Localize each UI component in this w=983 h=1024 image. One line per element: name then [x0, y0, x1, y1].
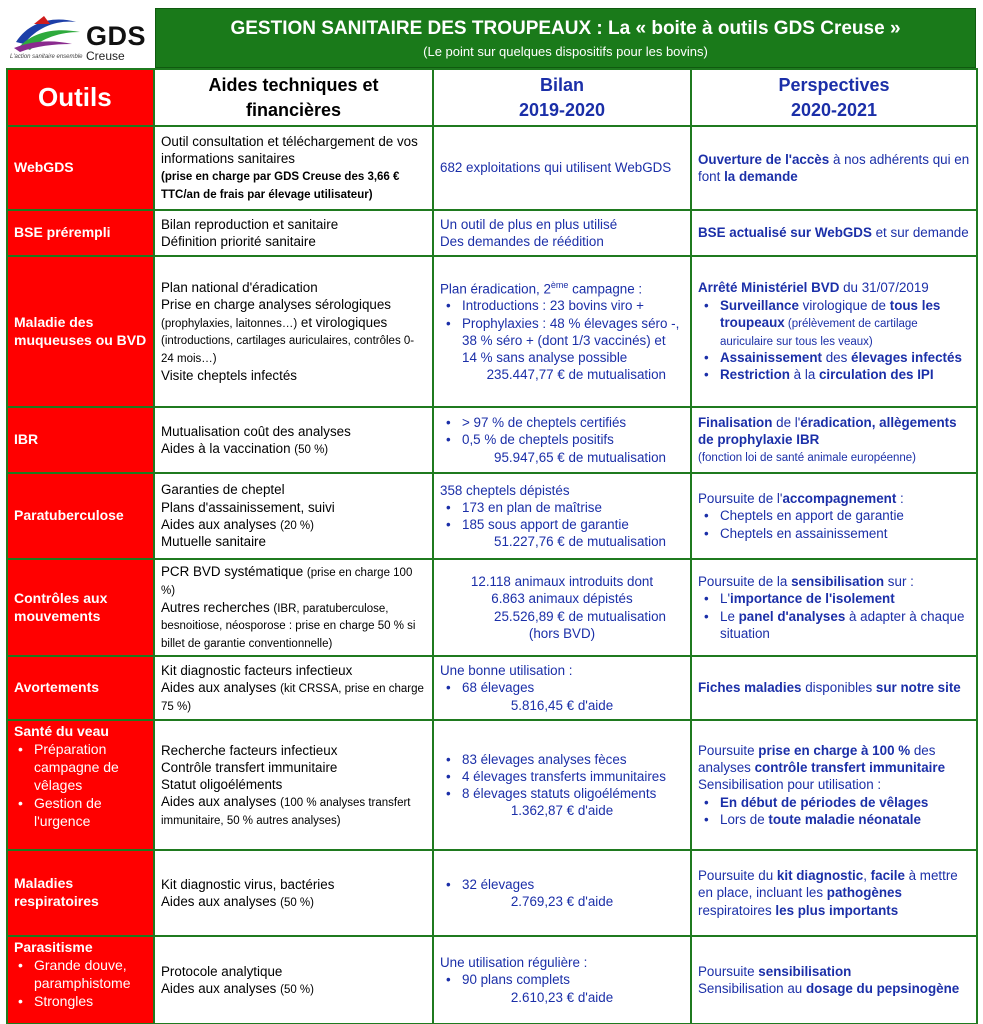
- aides-cell: PCR BVD systématique (prise en charge 100 %) Autres recherches (IBR, paratuberculose, besnoitiose, néosporose : prise en charge 50 % si billet de garantie conventionnelle): [154, 559, 433, 656]
- aides-cell: Garanties de cheptel Plans d'assainissement, suivi Aides aux analyses (20 %) Mutuelle sanitaire: [154, 473, 433, 559]
- tool-name: Contrôles aux mouvements: [7, 559, 154, 656]
- list-item: • 8 élevages statuts oligoéléments: [440, 785, 684, 802]
- table-row: [7, 126, 977, 210]
- list-item: • 0,5 % de cheptels positifs: [440, 431, 684, 448]
- header-banner: [155, 8, 976, 68]
- table-row: [7, 850, 977, 936]
- table-row: [7, 473, 977, 559]
- bilan-cell: 682 exploitations qui utilisent WebGDS: [433, 126, 691, 210]
- list-item: • Grande douve, paramphistome: [14, 957, 147, 993]
- list-item: • Gestion de l'urgence: [14, 795, 147, 831]
- aides-cell: Protocole analytique Aides aux analyses (50 %): [154, 936, 433, 1024]
- tool-name: Parasitisme • Grande douve, paramphistome • Strongles: [7, 936, 154, 1024]
- list-item: • Lors de toute maladie néonatale: [698, 811, 970, 828]
- bilan-cell: • 83 élevages analyses fèces • 4 élevages transferts immunitaires • 8 élevages statuts oligoéléments 1.362,87 € d'aide: [433, 720, 691, 850]
- perspectives-cell: Fiches maladies disponibles sur notre site: [691, 656, 977, 720]
- bilan-cell: 358 cheptels dépistés • 173 en plan de maîtrise • 185 sous apport de garantie 51.227,76 € de mutualisation: [433, 473, 691, 559]
- tool-name: Avortements: [7, 656, 154, 720]
- perspectives-cell: Poursuite de l'accompagnement : • Cheptels en apport de garantie • Cheptels en assainissement: [691, 473, 977, 559]
- logo-tagline: L'action sanitaire ensemble: [10, 54, 83, 60]
- list-item: • 68 élevages: [440, 679, 684, 696]
- logo-brand: GDS: [86, 21, 147, 51]
- list-item: • Prophylaxies : 48 % élevages séro -, 38 % séro + (dont 1/3 vaccinés) et 14 % sans analyse possible: [440, 315, 684, 366]
- table-row: [7, 256, 977, 407]
- logo-sub: Creuse: [86, 49, 125, 63]
- page-title: GESTION SANITAIRE DES TROUPEAUX : La « boite à outils GDS Creuse »: [230, 18, 901, 39]
- list-item: • En début de périodes de vêlages: [698, 794, 970, 811]
- list-item: • 32 élevages: [440, 876, 684, 893]
- list-item: • Surveillance virologique de tous les troupeaux (prélèvement de cartilage auriculaire sur tous les veaux): [698, 297, 970, 350]
- tool-name: BSE prérempli: [7, 210, 154, 256]
- tool-name: WebGDS: [7, 126, 154, 210]
- perspectives-cell: Poursuite du kit diagnostic, facile à mettre en place, incluant les pathogènes respiratoires les plus importants: [691, 850, 977, 936]
- bilan-cell: 12.118 animaux introduits dont 6.863 animaux dépistés 25.526,89 € de mutualisation (hors BVD): [433, 559, 691, 656]
- bilan-cell: • 32 élevages 2.769,23 € d'aide: [433, 850, 691, 936]
- perspectives-cell: Finalisation de l'éradication, allègements de prophylaxie IBR (fonction loi de santé animale européenne): [691, 407, 977, 473]
- list-item: • 173 en plan de maîtrise: [440, 499, 684, 516]
- list-item: • Restriction à la circulation des IPI: [698, 366, 970, 383]
- table-row: [7, 210, 977, 256]
- tool-name: Paratuberculose: [7, 473, 154, 559]
- aides-cell: Bilan reproduction et sanitaire Définition priorité sanitaire: [154, 210, 433, 256]
- gds-swoosh-icon: [10, 14, 84, 54]
- page-subtitle: (Le point sur quelques dispositifs pour les bovins): [423, 44, 708, 59]
- perspectives-cell: Poursuite sensibilisation Sensibilisation au dosage du pepsinogène: [691, 936, 977, 1024]
- tool-name: IBR: [7, 407, 154, 473]
- col-header-bilan: Bilan 2019-2020: [433, 69, 691, 126]
- table-row: [7, 936, 977, 1024]
- perspectives-cell: BSE actualisé sur WebGDS et sur demande: [691, 210, 977, 256]
- bilan-cell: Plan éradication, 2ème campagne : • Introductions : 23 bovins viro + • Prophylaxies : 48 % élevages séro -, 38 % séro + (dont 1/3 vaccinés) et 14 % sans analyse possible 235.447,77 € de mutualisation: [433, 256, 691, 407]
- aides-cell: Kit diagnostic facteurs infectieux Aides aux analyses (kit CRSSA, prise en charge 75 %): [154, 656, 433, 720]
- perspectives-cell: Poursuite prise en charge à 100 % des analyses contrôle transfert immunitaire Sensibilisation pour utilisation : • En début de périodes de vêlages • Lors de toute maladie néonatale: [691, 720, 977, 850]
- list-item: • 4 élevages transferts immunitaires: [440, 768, 684, 785]
- gds-creuse-logo: [6, 10, 152, 66]
- table-row: [7, 407, 977, 473]
- table-row: [7, 559, 977, 656]
- list-item: • L'importance de l'isolement: [698, 590, 970, 607]
- aides-cell: Mutualisation coût des analyses Aides à la vaccination (50 %): [154, 407, 433, 473]
- list-item: • Préparation campagne de vêlages: [14, 741, 147, 795]
- bilan-cell: Un outil de plus en plus utilisé Des demandes de réédition: [433, 210, 691, 256]
- list-item: • Assainissement des élevages infectés: [698, 349, 970, 366]
- list-item: • 90 plans complets: [440, 971, 684, 988]
- aides-cell: Plan national d'éradication Prise en charge analyses sérologiques (prophylaxies, laitonnes…) et virologiques (introductions, cartilages auriculaires, contrôles 0-24 mois…) Visite cheptels infectés: [154, 256, 433, 407]
- list-item: • Le panel d'analyses à adapter à chaque situation: [698, 608, 970, 642]
- list-item: • 185 sous apport de garantie: [440, 516, 684, 533]
- perspectives-cell: Arrêté Ministériel BVD du 31/07/2019 • Surveillance virologique de tous les troupeaux (prélèvement de cartilage auriculaire sur tous les veaux) • Assainissement des élevages infectés • Restriction à la circulation des IPI: [691, 256, 977, 407]
- list-item: • 83 élevages analyses fèces: [440, 751, 684, 768]
- table-row: [7, 720, 977, 850]
- tool-name: Maladies respiratoires: [7, 850, 154, 936]
- tool-name: Santé du veau • Préparation campagne de vêlages • Gestion de l'urgence: [7, 720, 154, 850]
- aides-cell: Kit diagnostic virus, bactéries Aides aux analyses (50 %): [154, 850, 433, 936]
- table-row: [7, 656, 977, 720]
- perspectives-cell: Ouverture de l'accès à nos adhérents qui en font la demande: [691, 126, 977, 210]
- col-header-aides: Aides techniques et financières: [154, 69, 433, 126]
- list-item: • Cheptels en apport de garantie: [698, 507, 970, 524]
- list-item: • Cheptels en assainissement: [698, 525, 970, 542]
- table-header-row: [7, 69, 977, 126]
- aides-cell: Recherche facteurs infectieux Contrôle transfert immunitaire Statut oligoéléments Aides aux analyses (100 % analyses transfert immunitaire, 50 % autres analyses): [154, 720, 433, 850]
- bilan-cell: Une utilisation régulière : • 90 plans complets 2.610,23 € d'aide: [433, 936, 691, 1024]
- col-header-outils: Outils: [7, 69, 154, 126]
- bilan-cell: • > 97 % de cheptels certifiés • 0,5 % de cheptels positifs 95.947,65 € de mutualisation: [433, 407, 691, 473]
- perspectives-cell: Poursuite de la sensibilisation sur : • L'importance de l'isolement • Le panel d'analyses à adapter à chaque situation: [691, 559, 977, 656]
- aides-cell: Outil consultation et téléchargement de vos informations sanitaires (prise en charge par GDS Creuse des 3,66 € TTC/an de frais par élevage utilisateur): [154, 126, 433, 210]
- list-item: • Introductions : 23 bovins viro +: [440, 297, 684, 314]
- tool-name: Maladie des muqueuses ou BVD: [7, 256, 154, 407]
- bilan-cell: Une bonne utilisation : • 68 élevages 5.816,45 € d'aide: [433, 656, 691, 720]
- col-header-perspectives: Perspectives 2020-2021: [691, 69, 977, 126]
- tools-table: [6, 68, 978, 1024]
- list-item: • > 97 % de cheptels certifiés: [440, 414, 684, 431]
- list-item: • Strongles: [14, 993, 147, 1011]
